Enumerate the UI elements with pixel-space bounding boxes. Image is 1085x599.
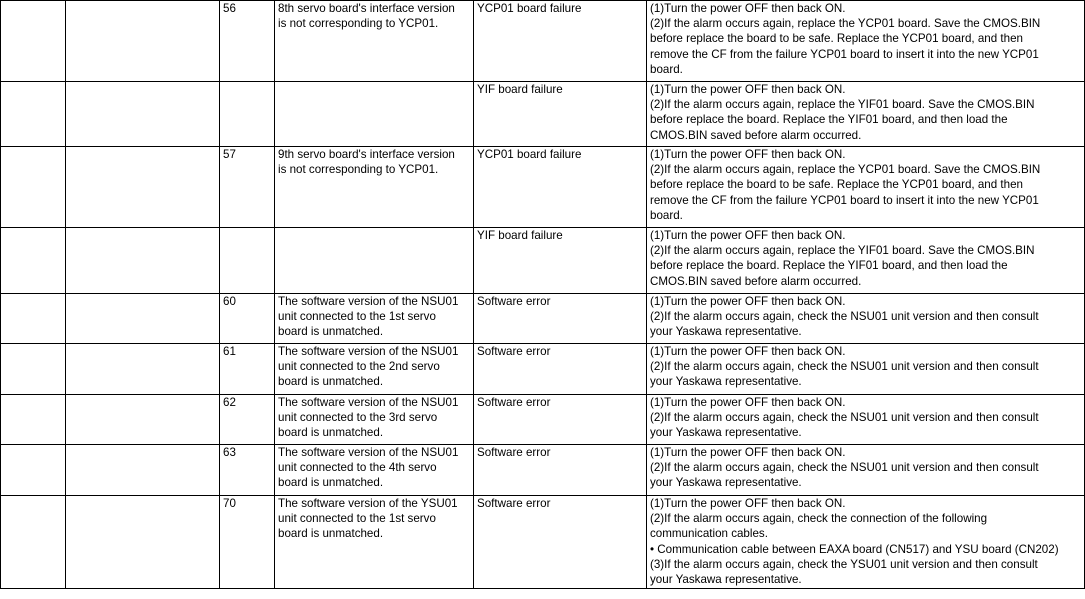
meaning-line: The software version of the NSU01 [278,295,459,308]
empty-cell [66,147,220,228]
alarm-remedy-cell [647,82,1085,147]
remedy-line: (3)If the alarm occurs again, check the YSU01 unit version and then consult [650,557,1038,571]
remedy-line: before replace the board. Replace the YIF01 board, and then load the [650,259,1008,273]
remedy-line: before replace the board. Replace the YIF01 board, and then load the [650,113,1008,127]
table-row [1,1,1085,82]
alarm-cause-cell: Software error [474,395,647,445]
remedy-line: (2)If the alarm occurs again, check the NSU01 unit version and then consult [650,360,1039,374]
table-row [1,228,1085,294]
remedy-line: CMOS.BIN saved before alarm occurred. [650,274,862,288]
meaning-line: unit connected to the 2nd servo [278,360,440,374]
table-row [1,445,1085,496]
alarm-code-cell [220,82,275,147]
remedy-line: board. [650,62,683,76]
remedy-line: (1)Turn the power OFF then back ON. [650,295,846,308]
alarm-remedy-cell [647,147,1085,228]
alarm-remedy-cell [647,1,1085,82]
empty-cell [1,228,66,294]
remedy-line: (1)Turn the power OFF then back ON. [650,345,846,358]
remedy-line: (1)Turn the power OFF then back ON. [650,396,846,409]
table-row [1,82,1085,147]
remedy-line: (2)If the alarm occurs again, check the NSU01 unit version and then consult [650,411,1039,425]
alarm-table-body [1,1,1085,589]
remedy-line: (1)Turn the power OFF then back ON. [650,229,846,242]
meaning-line: unit connected to the 4th servo [278,461,437,475]
meaning-line: board is unmatched. [278,375,384,389]
alarm-remedy-cell [647,395,1085,445]
remedy-line: your Yaskawa representative. [650,426,802,440]
empty-cell [66,445,220,496]
meaning-line: 9th servo board's interface version [278,148,455,161]
alarm-code-cell: 62 [220,395,275,445]
empty-cell [1,445,66,496]
alarm-meaning-cell [275,445,474,496]
alarm-code-cell [220,228,275,294]
alarm-cause-cell: YCP01 board failure [474,1,647,82]
alarm-meaning-cell [275,82,474,147]
alarm-cause-cell: Software error [474,294,647,344]
alarm-code-cell: 63 [220,445,275,496]
meaning-line: board is unmatched. [278,476,384,490]
meaning-line: 8th servo board's interface version [278,2,455,15]
empty-cell [1,147,66,228]
empty-cell [66,1,220,82]
meaning-line: is not corresponding to YCP01. [278,17,439,31]
alarm-remedy-cell [647,496,1085,589]
remedy-line: your Yaskawa representative. [650,375,802,389]
remedy-line: your Yaskawa representative. [650,573,802,587]
empty-cell [1,496,66,589]
meaning-line: board is unmatched. [278,426,384,440]
empty-cell [66,395,220,445]
alarm-cause-cell: Software error [474,496,647,589]
remedy-line: (2)If the alarm occurs again, replace the YCP01 board. Save the CMOS.BIN [650,163,1041,177]
empty-cell [1,82,66,147]
empty-cell [1,1,66,82]
meaning-line: The software version of the NSU01 [278,446,459,459]
table-row [1,496,1085,589]
empty-cell [66,228,220,294]
remedy-line: your Yaskawa representative. [650,476,802,490]
alarm-code-cell: 56 [220,1,275,82]
remedy-line: • Communication cable between EAXA board (CN517) and YSU board (CN202) [650,542,1059,556]
remedy-line: (1)Turn the power OFF then back ON. [650,446,846,459]
meaning-line: board is unmatched. [278,527,384,541]
alarm-cause-cell: Software error [474,344,647,395]
alarm-remedy-cell [647,445,1085,496]
remedy-line: (2)If the alarm occurs again, check the connection of the following [650,512,988,526]
remedy-line: before replace the board to be safe. Replace the YCP01 board, and then [650,178,1023,192]
remedy-line: your Yaskawa representative. [650,325,802,339]
remedy-line: (1)Turn the power OFF then back ON. [650,2,846,15]
alarm-meaning-cell [275,395,474,445]
alarm-remedy-cell [647,228,1085,294]
alarm-remedy-cell [647,294,1085,344]
alarm-meaning-cell [275,344,474,395]
table-row [1,344,1085,395]
remedy-line: (2)If the alarm occurs again, check the NSU01 unit version and then consult [650,310,1039,324]
meaning-line: The software version of the NSU01 [278,345,459,358]
remedy-line: remove the CF from the failure YCP01 board to insert it into the new YCP01 [650,47,1039,61]
table-row [1,294,1085,344]
empty-cell [1,344,66,395]
remedy-line: (1)Turn the power OFF then back ON. [650,83,846,96]
alarm-cause-cell: YIF board failure [474,228,647,294]
alarm-meaning-cell [275,294,474,344]
remedy-line: communication cables. [650,527,768,541]
meaning-line: board is unmatched. [278,325,384,339]
empty-cell [1,395,66,445]
empty-cell [66,294,220,344]
meaning-line: unit connected to the 1st servo [278,512,436,526]
remedy-line: board. [650,208,683,222]
remedy-line: (1)Turn the power OFF then back ON. [650,148,846,161]
remedy-line: (1)Turn the power OFF then back ON. [650,497,846,510]
alarm-cause-cell: YIF board failure [474,82,647,147]
alarm-meaning-cell [275,1,474,82]
empty-cell [66,82,220,147]
table-row [1,147,1085,228]
meaning-line: unit connected to the 3rd servo [278,411,438,425]
meaning-line: unit connected to the 1st servo [278,310,436,324]
alarm-meaning-cell [275,496,474,589]
empty-cell [1,294,66,344]
remedy-line: (2)If the alarm occurs again, replace the YIF01 board. Save the CMOS.BIN [650,98,1035,112]
remedy-line: (2)If the alarm occurs again, check the NSU01 unit version and then consult [650,461,1039,475]
remedy-line: (2)If the alarm occurs again, replace the YIF01 board. Save the CMOS.BIN [650,244,1035,258]
empty-cell [66,344,220,395]
alarm-code-cell: 57 [220,147,275,228]
alarm-code-cell: 61 [220,344,275,395]
alarm-code-cell: 70 [220,496,275,589]
alarm-cause-cell: Software error [474,445,647,496]
alarm-meaning-cell [275,228,474,294]
meaning-line: The software version of the NSU01 [278,396,459,409]
meaning-line: is not corresponding to YCP01. [278,163,439,177]
meaning-line: The software version of the YSU01 [278,497,458,510]
remedy-line: CMOS.BIN saved before alarm occurred. [650,128,862,142]
alarm-code-cell: 60 [220,294,275,344]
alarm-cause-cell: YCP01 board failure [474,147,647,228]
remedy-line: (2)If the alarm occurs again, replace the YCP01 board. Save the CMOS.BIN [650,17,1041,31]
remedy-line: before replace the board to be safe. Replace the YCP01 board, and then [650,32,1023,46]
empty-cell [66,496,220,589]
alarm-meaning-cell [275,147,474,228]
table-row [1,395,1085,445]
remedy-line: remove the CF from the failure YCP01 board to insert it into the new YCP01 [650,193,1039,207]
alarm-remedy-cell [647,344,1085,395]
